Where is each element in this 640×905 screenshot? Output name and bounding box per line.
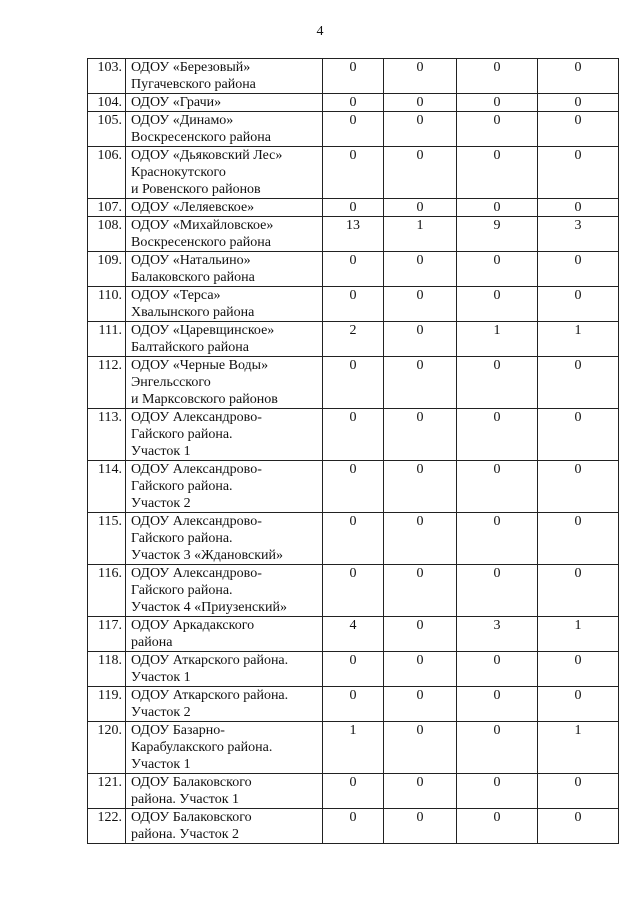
value-cell-1: 0	[323, 652, 384, 687]
area-name-line: ОДОУ «Грачи»	[131, 95, 222, 110]
value-cell-1: 0	[323, 287, 384, 322]
value-cell-1: 0	[323, 461, 384, 513]
area-name-line: ОДОУ Базарно-	[131, 723, 225, 738]
row-number: 105.	[88, 112, 126, 147]
area-name-line: района. Участок 2	[131, 827, 240, 842]
row-number: 110.	[88, 287, 126, 322]
row-number: 117.	[88, 617, 126, 652]
value-cell-4: 0	[538, 59, 619, 94]
value-cell-4: 0	[538, 565, 619, 617]
area-name-line: ОДОУ Александрово-	[131, 462, 262, 477]
area-name-line: ОДОУ Балаковского	[131, 810, 252, 825]
area-name-line: ОДОУ «Михайловское»	[131, 218, 274, 233]
row-number: 108.	[88, 217, 126, 252]
table-row	[88, 687, 619, 722]
table-row	[88, 565, 619, 617]
area-name-line: Участок 1	[131, 444, 191, 459]
area-name-line: Гайского района.	[131, 583, 233, 598]
value-cell-2: 0	[384, 252, 457, 287]
value-cell-1: 1	[323, 722, 384, 774]
value-cell-4: 0	[538, 112, 619, 147]
table-row	[88, 94, 619, 112]
area-name-cell	[126, 147, 323, 199]
table-row	[88, 357, 619, 409]
value-cell-2: 0	[384, 809, 457, 844]
table-row	[88, 722, 619, 774]
area-name-cell	[126, 199, 323, 217]
value-cell-3: 0	[457, 565, 538, 617]
page-number: 4	[316, 24, 324, 39]
area-name-line: Энгельсского	[131, 375, 211, 390]
value-cell-4: 0	[538, 147, 619, 199]
area-name-line: ОДОУ Аткарского района.	[131, 688, 289, 703]
value-cell-4: 0	[538, 687, 619, 722]
area-name-cell	[126, 461, 323, 513]
area-name-line: Краснокутского	[131, 165, 226, 180]
area-name-line: Балтайского района	[131, 340, 249, 355]
area-name-line: ОДОУ «Царевщинское»	[131, 323, 275, 338]
area-name-cell	[126, 409, 323, 461]
area-name-cell	[126, 94, 323, 112]
value-cell-2: 0	[384, 617, 457, 652]
row-number: 111.	[88, 322, 126, 357]
value-cell-2: 0	[384, 774, 457, 809]
value-cell-3: 0	[457, 722, 538, 774]
value-cell-3: 0	[457, 687, 538, 722]
area-name-line: Участок 4 «Приузенский»	[131, 600, 287, 615]
area-name-line: ОДОУ Александрово-	[131, 514, 262, 529]
value-cell-4: 0	[538, 252, 619, 287]
area-name-cell	[126, 565, 323, 617]
table-row	[88, 513, 619, 565]
area-name-line: Участок 1	[131, 757, 191, 772]
value-cell-4: 1	[538, 322, 619, 357]
table-row	[88, 461, 619, 513]
value-cell-3: 0	[457, 199, 538, 217]
area-name-cell	[126, 59, 323, 94]
table-row	[88, 217, 619, 252]
value-cell-2: 0	[384, 147, 457, 199]
value-cell-4: 1	[538, 722, 619, 774]
value-cell-4: 0	[538, 287, 619, 322]
table-row	[88, 287, 619, 322]
area-name-line: ОДОУ «Черные Воды»	[131, 358, 269, 373]
value-cell-1: 0	[323, 199, 384, 217]
value-cell-2: 0	[384, 722, 457, 774]
row-number: 103.	[88, 59, 126, 94]
value-cell-2: 0	[384, 322, 457, 357]
value-cell-1: 2	[323, 322, 384, 357]
area-name-line: Участок 2	[131, 496, 191, 511]
value-cell-1: 0	[323, 565, 384, 617]
area-name-line: Балаковского района	[131, 270, 255, 285]
area-name-line: ОДОУ «Березовый»	[131, 60, 251, 75]
value-cell-4: 0	[538, 94, 619, 112]
value-cell-3: 0	[457, 513, 538, 565]
value-cell-3: 0	[457, 94, 538, 112]
value-cell-1: 0	[323, 357, 384, 409]
row-number: 106.	[88, 147, 126, 199]
value-cell-3: 9	[457, 217, 538, 252]
area-name-line: Гайского района.	[131, 479, 233, 494]
area-name-line: Участок 3 «Ждановский»	[131, 548, 284, 563]
value-cell-2: 0	[384, 199, 457, 217]
area-name-cell	[126, 322, 323, 357]
value-cell-1: 0	[323, 147, 384, 199]
value-cell-4: 3	[538, 217, 619, 252]
value-cell-3: 0	[457, 112, 538, 147]
row-number: 116.	[88, 565, 126, 617]
area-name-cell	[126, 652, 323, 687]
value-cell-3: 0	[457, 357, 538, 409]
area-name-line: Воскресенского района	[131, 130, 271, 145]
row-number: 121.	[88, 774, 126, 809]
row-number: 120.	[88, 722, 126, 774]
value-cell-1: 0	[323, 112, 384, 147]
row-number: 114.	[88, 461, 126, 513]
row-number: 107.	[88, 199, 126, 217]
area-name-line: ОДОУ «Динамо»	[131, 113, 234, 128]
table-row	[88, 774, 619, 809]
area-name-cell	[126, 357, 323, 409]
value-cell-1: 0	[323, 252, 384, 287]
area-name-line: Участок 1	[131, 670, 191, 685]
value-cell-2: 0	[384, 687, 457, 722]
value-cell-4: 0	[538, 774, 619, 809]
area-name-cell	[126, 774, 323, 809]
table-row	[88, 322, 619, 357]
area-name-cell	[126, 112, 323, 147]
area-name-line: Воскресенского района	[131, 235, 271, 250]
table-row	[88, 147, 619, 199]
value-cell-1: 0	[323, 409, 384, 461]
area-name-cell	[126, 687, 323, 722]
row-number: 112.	[88, 357, 126, 409]
value-cell-2: 0	[384, 59, 457, 94]
row-number: 122.	[88, 809, 126, 844]
table-row	[88, 409, 619, 461]
area-name-line: ОДОУ Аркадакского	[131, 618, 255, 633]
value-cell-2: 1	[384, 217, 457, 252]
value-cell-2: 0	[384, 112, 457, 147]
area-name-line: ОДОУ «Леляевское»	[131, 200, 255, 215]
value-cell-3: 0	[457, 809, 538, 844]
value-cell-4: 0	[538, 513, 619, 565]
value-cell-4: 0	[538, 809, 619, 844]
value-cell-3: 0	[457, 147, 538, 199]
table-row	[88, 617, 619, 652]
value-cell-2: 0	[384, 409, 457, 461]
area-name-cell	[126, 513, 323, 565]
table-row	[88, 112, 619, 147]
hunting-grounds-table	[87, 58, 619, 844]
area-name-line: Гайского района.	[131, 427, 233, 442]
area-name-line: района	[131, 635, 173, 650]
row-number: 113.	[88, 409, 126, 461]
value-cell-2: 0	[384, 513, 457, 565]
area-name-line: ОДОУ Балаковского	[131, 775, 252, 790]
area-name-line: Пугачевского района	[131, 77, 256, 92]
value-cell-2: 0	[384, 652, 457, 687]
area-name-line: Гайского района.	[131, 531, 233, 546]
value-cell-1: 0	[323, 809, 384, 844]
area-name-line: района. Участок 1	[131, 792, 240, 807]
area-name-line: Карабулакского района.	[131, 740, 273, 755]
value-cell-2: 0	[384, 94, 457, 112]
area-name-line: ОДОУ «Натальино»	[131, 253, 251, 268]
value-cell-2: 0	[384, 461, 457, 513]
value-cell-1: 13	[323, 217, 384, 252]
value-cell-3: 0	[457, 287, 538, 322]
value-cell-3: 0	[457, 252, 538, 287]
value-cell-4: 0	[538, 409, 619, 461]
area-name-cell	[126, 809, 323, 844]
value-cell-1: 0	[323, 774, 384, 809]
value-cell-4: 1	[538, 617, 619, 652]
row-number: 118.	[88, 652, 126, 687]
value-cell-4: 0	[538, 357, 619, 409]
area-name-line: Хвалынского района	[131, 305, 255, 320]
table-body	[88, 59, 619, 844]
area-name-cell	[126, 722, 323, 774]
value-cell-3: 3	[457, 617, 538, 652]
area-name-line: ОДОУ Александрово-	[131, 410, 262, 425]
value-cell-1: 0	[323, 94, 384, 112]
value-cell-2: 0	[384, 565, 457, 617]
area-name-cell	[126, 252, 323, 287]
value-cell-1: 0	[323, 687, 384, 722]
row-number: 119.	[88, 687, 126, 722]
value-cell-3: 0	[457, 774, 538, 809]
table-row	[88, 652, 619, 687]
area-name-cell	[126, 217, 323, 252]
area-name-line: Участок 2	[131, 705, 191, 720]
table-row	[88, 59, 619, 94]
value-cell-4: 0	[538, 199, 619, 217]
value-cell-2: 0	[384, 287, 457, 322]
area-name-line: ОДОУ Александрово-	[131, 566, 262, 581]
value-cell-1: 0	[323, 513, 384, 565]
row-number: 109.	[88, 252, 126, 287]
row-number: 104.	[88, 94, 126, 112]
value-cell-3: 0	[457, 461, 538, 513]
value-cell-2: 0	[384, 357, 457, 409]
value-cell-4: 0	[538, 461, 619, 513]
value-cell-3: 0	[457, 652, 538, 687]
value-cell-3: 0	[457, 59, 538, 94]
area-name-line: ОДОУ «Терса»	[131, 288, 221, 303]
value-cell-3: 0	[457, 409, 538, 461]
table-row	[88, 809, 619, 844]
area-name-line: ОДОУ «Дьяковский Лес»	[131, 148, 283, 163]
area-name-line: ОДОУ Аткарского района.	[131, 653, 289, 668]
row-number: 115.	[88, 513, 126, 565]
value-cell-4: 0	[538, 652, 619, 687]
value-cell-3: 1	[457, 322, 538, 357]
area-name-cell	[126, 287, 323, 322]
area-name-line: и Марксовского районов	[131, 392, 278, 407]
area-name-line: и Ровенского районов	[131, 182, 261, 197]
table-row	[88, 252, 619, 287]
area-name-cell	[126, 617, 323, 652]
value-cell-1: 0	[323, 59, 384, 94]
table-row	[88, 199, 619, 217]
value-cell-1: 4	[323, 617, 384, 652]
